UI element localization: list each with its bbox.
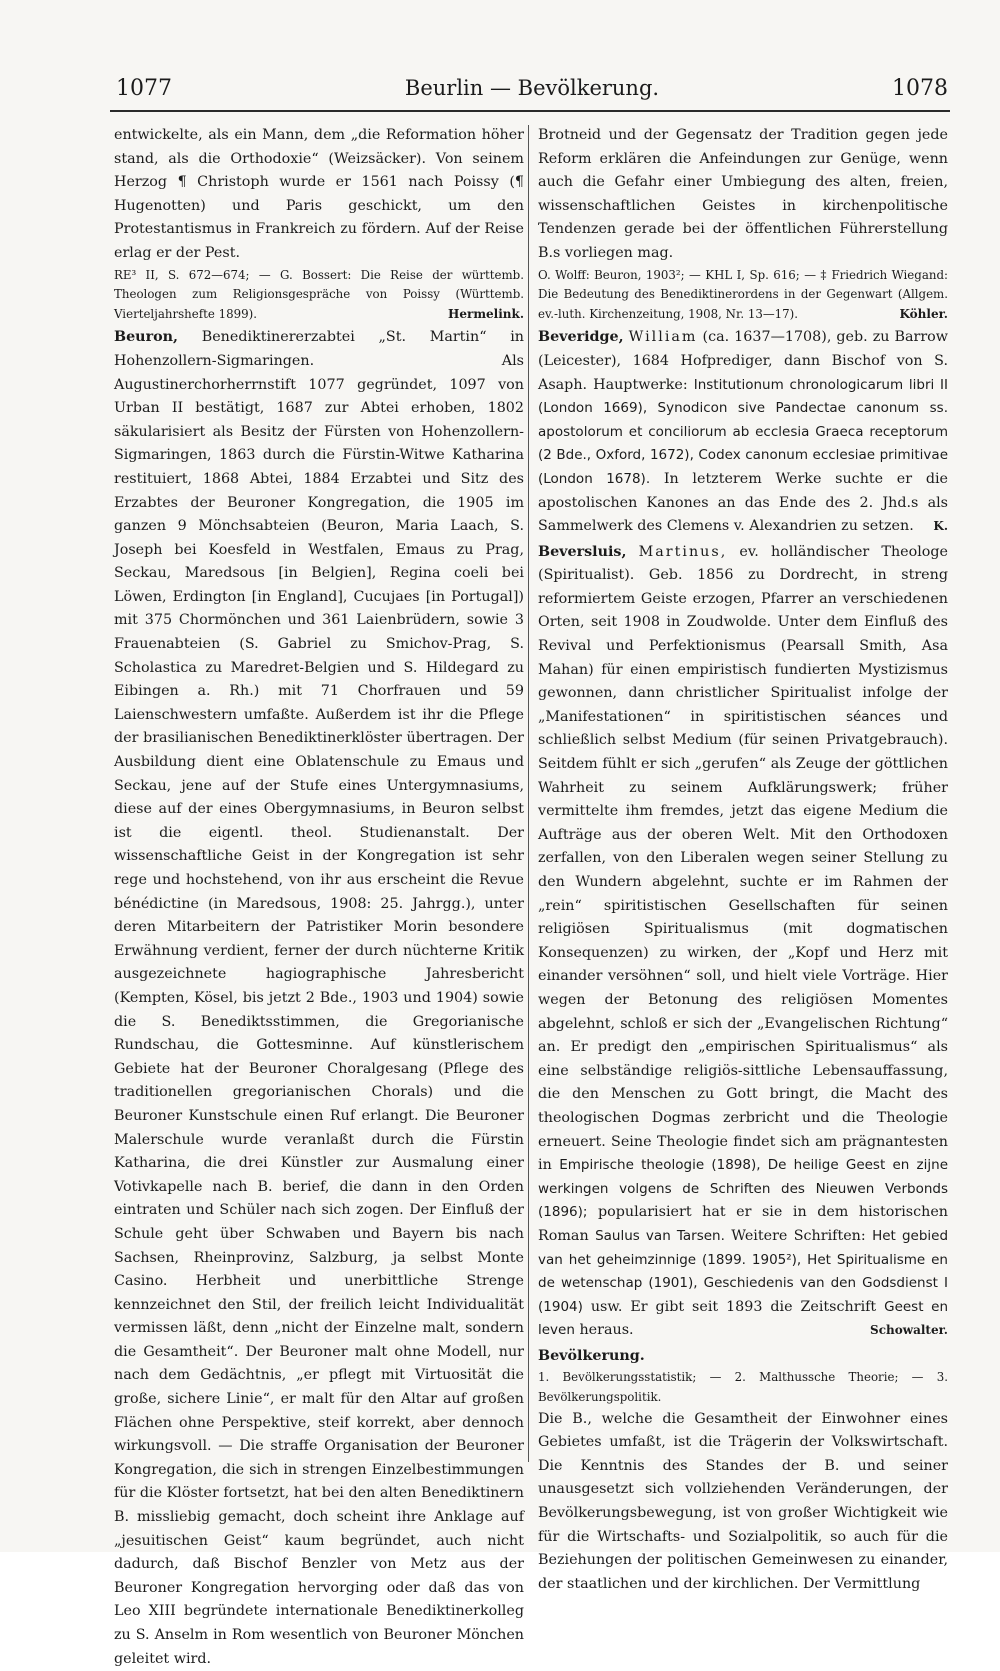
column-divider	[528, 125, 529, 1462]
right-column	[538, 124, 949, 1592]
entry-text: Die B., welche die Gesamtheit der Einwohner eines Gebietes umfaßt, ist die Trägerin der Volkswirtschaft. Die Kenntnis des Standes der B. und seiner unausgesetzt sich vollziehenden Veränderungen, der Bevölkerungsbewegung, ist von großer Wichtigkeit wie für die Wirtschafts- und Sozialpolitik, so auch für die Beziehungen der politischen Gemeinwesen zu einander, der staatlichen und der kirchlichen. Der Vermittlung	[538, 1410, 948, 1592]
author-signature: Schowalter.	[870, 1323, 948, 1338]
left-column	[114, 124, 525, 1667]
entry-headword: Beuron,	[114, 329, 179, 346]
entry-headword: Beversluis,	[538, 543, 627, 560]
entry-latin-word: séances	[845, 708, 901, 725]
entry-latin-titles: Institutionum chronologicarum libri II (London 1669), Synodicon sive Pandectae canonum ss. apostolorum et conciliorum ab ecclesia Graeca receptorum (2 Bde., Oxford, 1672), Codex canonum ecclesiae primitivae (London 1678).	[538, 376, 948, 487]
page-number-right: 1078	[892, 76, 948, 101]
entry-headword: Bevölkerung.	[538, 1347, 645, 1364]
entry-beveridge	[538, 326, 948, 538]
entry-bevoelkerung	[538, 1345, 948, 1369]
entry-forename: Martinus,	[638, 543, 728, 560]
entry-text: ev. holländischer Theologe (Spiritualist). Geb. 1856 zu Dordrecht, in streng reformiertem Geiste erzogen, Pfarrer an verschiedenen Orten, seit 1908 in Zoudwolde. Unter dem Einfluß des Revival und Perfektionismus (Pearsall Smith, Asa Mahan) für einen empiristisch fundierten Mystizismus gewonnen, dann christlicher Spiritualist infolge der „Manifestationen“ in spiritistischen	[538, 543, 949, 725]
entry-outline: 1. Bevölkerungsstatistik; — 2. Malthussche Theorie; — 3. Bevölkerungspolitik.	[538, 1370, 948, 1405]
entry-text: Benediktinererzabtei „St. Martin“ in Hohenzollern-Sigmaringen. Als Augustinerchorherrnstift 1077 gegründet, 1097 von Urban II bestätigt, 1687 zur Abtei erhoben, 1802 säkularisiert als Besitz der Fürsten von Hohenzollern-Sigmaringen, 1863 durch die Fürstin-Witwe Katharina restituiert, 1868 Abtei, 1884 Erzabtei und Sitz des Erzabtes der Beuroner Kongregation, die 1905 im ganzen 9 Mönchsabteien (Beuron, Maria Laach, S. Joseph bei Koesfeld in Westfalen, Emaus zu Prag, Seckau, Maredsous [in Belgien], Regina coeli bei Löwen, Erdington [in England], Cucujaes [in Portugal]) mit 375 Chormönchen und 361 Laienbrüdern, sowie 3 Frauenabteien (S. Gabriel zu Smichov-Prag, S. Scholastica zu Maredret-Belgien und S. Hildegard zu Eibingen a. Rh.) mit 71 Chorfrauen und 59 Laienschwestern umfaßte. Außerdem ist ihr die Pflege der brasilianischen Benediktinerklöster übertragen. Der Ausbildung dient eine Oblatenschule zu Emaus und Seckau, jene auf der Stufe eines Untergymnasiums, diese auf der eines Obergymnasiums, in Beuron selbst ist die eigentl. theol. Studienanstalt. Der wissenschaftliche Geist in der Kongregation ist sehr rege und hochstehend, von ihr aus erscheint die Revue bénédictine (in Maredsous, 1908: 25. Jahrgg.), unter deren Mitarbeitern der Patristiker Morin besondere Erwähnung verdient, ferner der durch nüchterne Kritik ausgezeichnete hagiographische Jahresbericht (Kempten, Kösel, bis jetzt 2 Bde., 1903 und 1904) sowie die S. Benediktsstimmen, die Gregorianische Rundschau, die Gottesminne. Auf künstlerischem Gebiete hat der Beuroner Choralgesang (Pflege des traditionellen gregorianischen Chorals) und die Beuroner Kunstschule einen Ruf erlangt. Die Beuroner Malerschule wurde veranlaßt durch die Fürstin Katharina, die drei Künstler zur Ausmalung einer Votivkapelle nach B. berief, die dann in den Orden eintraten und Schüler nach sich zogen. Der Einfluß der Schule geht über Schwaben und Bayern bis nach Sachsen, Rheinprovinz, Salzburg, ja selbst Monte Casino. Herbheit und unerbittliche Strenge kennzeichnet den Stil, der freilich leicht Individualität vermissen läßt, denn „nicht der Einzelne malt, sondern die Gesamtheit“. Der Beuroner malt ohne Modell, nur nach dem Gedächtnis, „er pflegt mit Virtuosität die große, sichere Linie“, er malt für den Altar auf großen Flächen ohne Perspektive, steif korrekt, aber dennoch wirkungsvoll. — Die straffe Organisation der Beuroner Kongregation, die sich in strengen Einzelbestimmungen für die Klöster fortsetzt, hat bei den alten Benediktinern B. missliebig gemacht, doch scheint ihre Anklage auf „jesuitischen Geist“ kaum begründet, auch nicht dadurch, daß Bischof Benzler von Metz aus der Beuroner Kongregation hervorging oder daß das von Leo XIII begründete internationale Benediktinerkolleg zu S. Anselm in Rom wesentlich von Beuroner Mönchen geleitet wird.	[114, 329, 525, 1667]
header-rule	[110, 110, 950, 112]
entry-text: und schließlich selbst Medium (für seinen Privatgebrauch). Seitdem fühlt er sich „gerufen“ als Zeuge der göttlichen Wahrheit zu seinem Aufklärungswerk; früher vermittelte ihm fremdes, jetzt das eigene Medium die Aufträge aus der oberen Welt. Mit den Orthodoxen zerfallen, von den Liberalen wegen seiner Stellung zu den Wundern abgelehnt, suchte er im Rahmen der „rein“ spiritistischen Gesellschaften für seinen religiösen Spiritualismus (mit dogmatischen Konsequenzen) zu wirken, der „Kopf und Herz mit einander versöhnen“ soll, und hielt viele Vorträge. Hier wegen der Betonung des religiösen Momentes abgelehnt, schloß er sich der „Evangelischen Richtung“ an. Er predigt den „empirischen Spiritualismus“ als eine selbständige religiös-sittliche Lebensauffassung, die den Menschen zu Gott bringt, die Macht des theologischen Dogmas zerbricht und die Theologie erneuert. Seine Theologie findet sich am prägnantesten in	[538, 708, 949, 1174]
author-signature: Hermelink.	[448, 306, 524, 321]
references-text: RE³ II, S. 672—674; — G. Bossert: Die Reise der württemb. Theologen zum Religionsgespräche von Poissy (Württemb. Vierteljahrshefte 1899).	[114, 267, 524, 321]
paragraph-beurlin-end: entwickelte, als ein Mann, dem „die Reformation höher stand, als die Orthodoxie“ (Weizsäcker). Von seinem Herzog ¶ Christoph wurde er 1561 nach Poissy (¶ Hugenotten) und Paris geschickt, um den Protestantismus in Frankreich zu fördern. Auf der Reise erlag er der Pest.	[114, 127, 524, 261]
references-beurlin	[114, 266, 524, 325]
entry-headword: Beveridge,	[538, 329, 624, 346]
entry-text: heraus.	[579, 1322, 634, 1339]
entry-latin-titles: Saulus van Tarsen.	[595, 1227, 725, 1244]
entry-latin-titles: Het gebied van het geheimzinnige (1899. 1905²), Het Spiritualisme en de wetenschap (1901), Geschiedenis van den Godsdienst I (1904)	[538, 1227, 949, 1315]
author-signature: Köhler.	[899, 306, 948, 321]
references-text: O. Wolff: Beuron, 1903²; — KHL I, Sp. 616; — ‡ Friedrich Wiegand: Die Bedeutung des Benediktinerordens in der Gegenwart (Allgem. ev.-luth. Kirchenzeitung, 1908, Nr. 13—17).	[538, 267, 948, 321]
entry-text: Weitere Schriften:	[731, 1227, 866, 1244]
entry-beuron	[114, 326, 524, 1671]
running-header	[108, 76, 956, 106]
entry-text: usw. Er gibt seit 1893 die Zeitschrift	[590, 1298, 877, 1315]
entry-forename: William	[628, 329, 698, 346]
entry-latin-titles: Geest en leven	[538, 1298, 949, 1339]
paragraph-beuron-end: Brotneid und der Gegensatz der Tradition gegen jede Reform erklären die Anfeindungen zur Genüge, wenn auch die Gefahr einer Umbiegung des alten, freien, wissenschaftlichen Geistes in kirchenpolitische Tendenzen gerade bei der öffentlichen Führerstellung B.s vorliegen mag.	[538, 127, 948, 261]
references-beuron	[538, 266, 948, 325]
entry-text: In letzterem Werke suchte er die apostolischen Kanones an das Ende des 2. Jhd.s als Sammelwerk des Clemens v. Alexandrien zu setzen.	[538, 470, 949, 535]
author-signature: K.	[933, 519, 948, 534]
entry-text: popularisiert hat er sie in dem historischen Roman	[538, 1204, 949, 1244]
running-title: Beurlin — Bevölkerung.	[404, 76, 660, 100]
entry-latin-titles: Empirische theologie (1898), De heilige Geest en zijne werkingen volgens de Schriften des Nieuwen Verbonds (1896);	[538, 1157, 948, 1221]
page-number-left: 1077	[116, 76, 172, 101]
entry-text: (ca. 1637—1708), geb. zu Barrow (Leicester), 1684 Hofprediger, dann Bischof von S. Asaph. Hauptwerke:	[538, 329, 949, 393]
entry-beversluis	[538, 541, 948, 1343]
